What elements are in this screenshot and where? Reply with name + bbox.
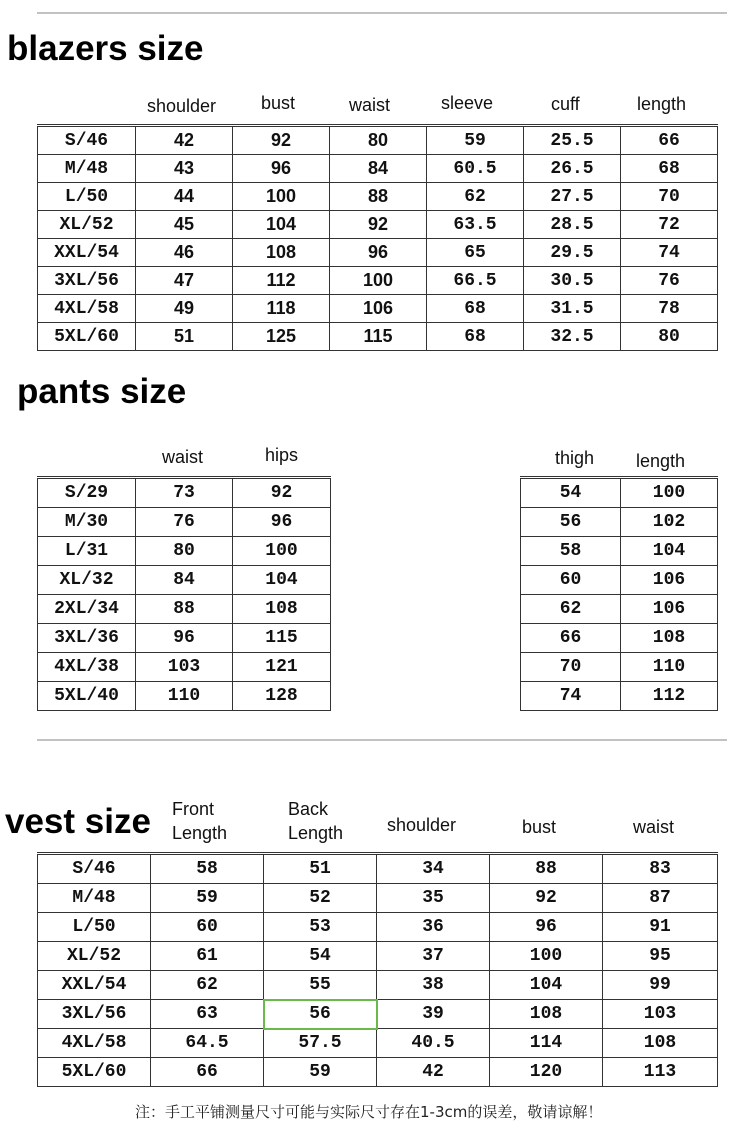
hips-cell: 96 (233, 508, 331, 537)
size-cell: L/50 (38, 183, 136, 211)
sleeve-cell: 63.5 (427, 211, 524, 239)
hips-cell: 121 (233, 653, 331, 682)
length-cell: 100 (621, 478, 718, 508)
pants-table-row (38, 508, 331, 537)
length-cell: 112 (621, 682, 718, 711)
front-length-cell: 61 (151, 942, 264, 971)
size-cell: 4XL/58 (38, 1029, 151, 1058)
blazers-table-row (38, 323, 718, 351)
length-cell: 76 (621, 267, 718, 295)
length-cell: 104 (621, 537, 718, 566)
vest-header-bust: bust (522, 817, 557, 837)
back-length-cell: 52 (264, 884, 377, 913)
shoulder-cell: 43 (136, 155, 233, 183)
waist-cell: 76 (136, 508, 233, 537)
cuff-cell: 29.5 (524, 239, 621, 267)
sleeve-cell: 68 (427, 295, 524, 323)
hips-cell: 115 (233, 624, 331, 653)
blazers-header-length: length (637, 94, 687, 114)
pants-size-table-right (520, 476, 718, 711)
bust-cell: 88 (490, 854, 603, 884)
size-cell: XL/52 (38, 211, 136, 239)
hips-cell: 104 (233, 566, 331, 595)
sleeve-cell: 68 (427, 323, 524, 351)
length-cell: 68 (621, 155, 718, 183)
waist-cell: 103 (603, 1000, 718, 1029)
bust-cell: 92 (233, 126, 330, 155)
blazers-header-waist: waist (349, 95, 391, 115)
size-cell: 3XL/56 (38, 1000, 151, 1029)
highlighted-back-length-cell: 56 (264, 1000, 377, 1029)
vest-size-title: vest size (5, 802, 151, 841)
shoulder-cell: 37 (377, 942, 490, 971)
cuff-cell: 31.5 (524, 295, 621, 323)
back-length-cell: 59 (264, 1058, 377, 1087)
hips-cell: 108 (233, 595, 331, 624)
measurement-note: 注：手工平铺测量尺寸可能与实际尺寸存在1-3cm的误差，敬请谅解！ (135, 1103, 603, 1121)
pants-table-row (521, 478, 718, 508)
vest-table-row (38, 884, 718, 913)
shoulder-cell: 34 (377, 854, 490, 884)
blazers-table-row (38, 126, 718, 155)
length-cell: 102 (621, 508, 718, 537)
sleeve-cell: 65 (427, 239, 524, 267)
back-length-cell: 53 (264, 913, 377, 942)
size-cell: 5XL/60 (38, 323, 136, 351)
vest-table-row (38, 913, 718, 942)
size-cell: L/31 (38, 537, 136, 566)
shoulder-cell: 47 (136, 267, 233, 295)
waist-cell: 88 (330, 183, 427, 211)
size-cell: 5XL/60 (38, 1058, 151, 1087)
size-cell: XL/32 (38, 566, 136, 595)
length-cell: 74 (621, 239, 718, 267)
size-cell: M/30 (38, 508, 136, 537)
vest-header-shoulder: shoulder (387, 815, 457, 835)
pants-header-waist: waist (162, 447, 204, 467)
vest-table-row (38, 942, 718, 971)
size-cell: 3XL/36 (38, 624, 136, 653)
thigh-cell: 62 (521, 595, 621, 624)
cuff-cell: 32.5 (524, 323, 621, 351)
pants-table-row (38, 682, 331, 711)
size-cell: S/29 (38, 478, 136, 508)
blazers-header-shoulder: shoulder (147, 96, 217, 116)
length-cell: 110 (621, 653, 718, 682)
sleeve-cell: 59 (427, 126, 524, 155)
waist-cell: 87 (603, 884, 718, 913)
waist-cell: 103 (136, 653, 233, 682)
pants-table-row (521, 595, 718, 624)
size-cell: S/46 (38, 854, 151, 884)
waist-cell: 108 (603, 1029, 718, 1058)
bust-cell: 108 (490, 1000, 603, 1029)
vest-header-back-length-line1: Back (288, 799, 329, 819)
bust-cell: 100 (233, 183, 330, 211)
waist-cell: 96 (330, 239, 427, 267)
pants-table-row (38, 478, 331, 508)
size-cell: XXL/54 (38, 239, 136, 267)
shoulder-cell: 42 (136, 126, 233, 155)
front-length-cell: 58 (151, 854, 264, 884)
bust-cell: 104 (233, 211, 330, 239)
shoulder-cell: 38 (377, 971, 490, 1000)
section-divider (37, 739, 727, 741)
size-cell: L/50 (38, 913, 151, 942)
length-cell: 66 (621, 126, 718, 155)
front-length-cell: 63 (151, 1000, 264, 1029)
cuff-cell: 28.5 (524, 211, 621, 239)
shoulder-cell: 36 (377, 913, 490, 942)
size-cell: XL/52 (38, 942, 151, 971)
pants-table-row (521, 653, 718, 682)
pants-left-table-body (38, 478, 331, 711)
pants-header-thigh: thigh (555, 448, 595, 468)
waist-cell: 100 (330, 267, 427, 295)
bust-cell: 96 (490, 913, 603, 942)
back-length-cell: 57.5 (264, 1029, 377, 1058)
waist-cell: 80 (136, 537, 233, 566)
bust-cell: 108 (233, 239, 330, 267)
vest-header-back-length (288, 797, 343, 845)
pants-table-row (521, 682, 718, 711)
waist-cell: 95 (603, 942, 718, 971)
bust-cell: 118 (233, 295, 330, 323)
pants-table-row (38, 537, 331, 566)
waist-cell: 84 (330, 155, 427, 183)
vest-table-row (38, 1058, 718, 1087)
shoulder-cell: 45 (136, 211, 233, 239)
blazers-header-sleeve: sleeve (441, 93, 494, 113)
cuff-cell: 30.5 (524, 267, 621, 295)
length-cell: 70 (621, 183, 718, 211)
bust-cell: 92 (490, 884, 603, 913)
bust-cell: 125 (233, 323, 330, 351)
vest-table-row (38, 854, 718, 884)
pants-table-row (521, 537, 718, 566)
size-cell: S/46 (38, 126, 136, 155)
waist-cell: 99 (603, 971, 718, 1000)
vest-size-table (37, 852, 718, 1087)
vest-table-row (38, 1000, 718, 1029)
pants-right-table-body (521, 478, 718, 711)
shoulder-cell: 42 (377, 1058, 490, 1087)
front-length-cell: 62 (151, 971, 264, 1000)
thigh-cell: 54 (521, 478, 621, 508)
waist-cell: 115 (330, 323, 427, 351)
size-cell: 2XL/34 (38, 595, 136, 624)
blazers-table-body (38, 126, 718, 351)
shoulder-cell: 51 (136, 323, 233, 351)
pants-header-hips: hips (265, 445, 299, 465)
waist-cell: 84 (136, 566, 233, 595)
size-cell: 5XL/40 (38, 682, 136, 711)
pants-size-title: pants size (17, 372, 187, 411)
thigh-cell: 74 (521, 682, 621, 711)
shoulder-cell: 40.5 (377, 1029, 490, 1058)
hips-cell: 92 (233, 478, 331, 508)
waist-cell: 91 (603, 913, 718, 942)
vest-header-front-length-line1: Front (172, 799, 215, 819)
size-cell: 3XL/56 (38, 267, 136, 295)
cuff-cell: 25.5 (524, 126, 621, 155)
sleeve-cell: 60.5 (427, 155, 524, 183)
hips-cell: 128 (233, 682, 331, 711)
back-length-cell: 51 (264, 854, 377, 884)
blazers-table-row (38, 239, 718, 267)
blazers-size-title: blazers size (7, 29, 204, 68)
thigh-cell: 56 (521, 508, 621, 537)
bust-cell: 96 (233, 155, 330, 183)
length-cell: 80 (621, 323, 718, 351)
front-length-cell: 66 (151, 1058, 264, 1087)
thigh-cell: 60 (521, 566, 621, 595)
bust-cell: 114 (490, 1029, 603, 1058)
length-cell: 78 (621, 295, 718, 323)
pants-table-row (38, 653, 331, 682)
pants-size-table-left (37, 476, 331, 711)
pants-table-row (521, 508, 718, 537)
cuff-cell: 26.5 (524, 155, 621, 183)
shoulder-cell: 35 (377, 884, 490, 913)
vest-header-back-length-line2: Length (288, 823, 344, 843)
hips-cell: 100 (233, 537, 331, 566)
pants-table-row (38, 566, 331, 595)
bust-cell: 112 (233, 267, 330, 295)
waist-cell: 73 (136, 478, 233, 508)
blazers-table-row (38, 267, 718, 295)
shoulder-cell: 49 (136, 295, 233, 323)
length-cell: 106 (621, 595, 718, 624)
vest-table-row (38, 1029, 718, 1058)
blazers-header-cuff: cuff (551, 94, 580, 114)
waist-cell: 80 (330, 126, 427, 155)
waist-cell: 88 (136, 595, 233, 624)
thigh-cell: 66 (521, 624, 621, 653)
pants-table-row (38, 624, 331, 653)
pants-table-row (38, 595, 331, 624)
size-cell: 4XL/58 (38, 295, 136, 323)
vest-table-body (38, 854, 718, 1087)
bust-cell: 120 (490, 1058, 603, 1087)
front-length-cell: 64.5 (151, 1029, 264, 1058)
sleeve-cell: 62 (427, 183, 524, 211)
sleeve-cell: 66.5 (427, 267, 524, 295)
shoulder-cell: 46 (136, 239, 233, 267)
back-length-cell: 55 (264, 971, 377, 1000)
vest-table-row (38, 971, 718, 1000)
pants-header-length: length (636, 451, 686, 471)
shoulder-cell: 39 (377, 1000, 490, 1029)
thigh-cell: 70 (521, 653, 621, 682)
pants-table-row (521, 624, 718, 653)
thigh-cell: 58 (521, 537, 621, 566)
length-cell: 72 (621, 211, 718, 239)
waist-cell: 106 (330, 295, 427, 323)
front-length-cell: 60 (151, 913, 264, 942)
blazers-header-bust: bust (261, 93, 296, 113)
blazers-table-row (38, 211, 718, 239)
size-cell: M/48 (38, 155, 136, 183)
size-cell: 4XL/38 (38, 653, 136, 682)
blazers-table-row (38, 155, 718, 183)
size-cell: M/48 (38, 884, 151, 913)
front-length-cell: 59 (151, 884, 264, 913)
shoulder-cell: 44 (136, 183, 233, 211)
blazers-size-table (37, 124, 718, 351)
size-cell: XXL/54 (38, 971, 151, 1000)
cuff-cell: 27.5 (524, 183, 621, 211)
blazers-table-row (38, 183, 718, 211)
bust-cell: 100 (490, 942, 603, 971)
top-divider (37, 12, 727, 14)
back-length-cell: 54 (264, 942, 377, 971)
vest-header-front-length-line2: Length (172, 823, 228, 843)
pants-table-row (521, 566, 718, 595)
waist-cell: 92 (330, 211, 427, 239)
waist-cell: 113 (603, 1058, 718, 1087)
waist-cell: 110 (136, 682, 233, 711)
waist-cell: 83 (603, 854, 718, 884)
vest-header-front-length (172, 797, 227, 845)
waist-cell: 96 (136, 624, 233, 653)
bust-cell: 104 (490, 971, 603, 1000)
length-cell: 106 (621, 566, 718, 595)
vest-header-waist: waist (633, 817, 675, 837)
length-cell: 108 (621, 624, 718, 653)
blazers-table-row (38, 295, 718, 323)
